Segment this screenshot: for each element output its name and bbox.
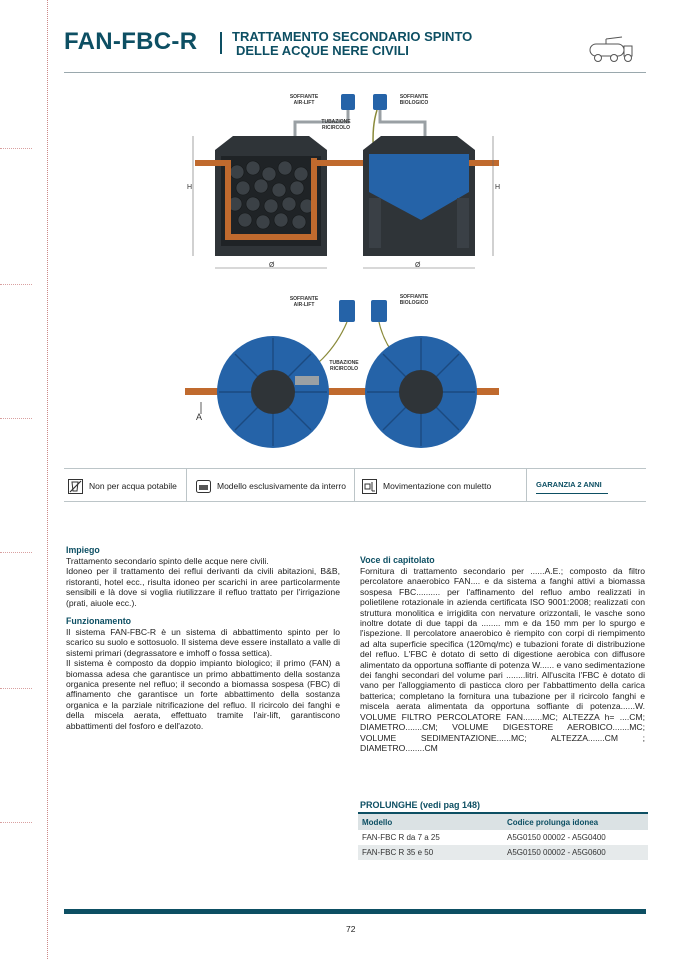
feature-divider xyxy=(354,469,355,502)
header-rule xyxy=(64,72,646,73)
section-drawing xyxy=(185,88,505,278)
prolunghe-title: PROLUNGHE (vedi pag 148) xyxy=(360,800,481,810)
table-cell: A5G0150 00002 - A5G0400 xyxy=(503,830,648,845)
feature-label: Modello esclusivamente da interro xyxy=(217,481,346,491)
funzionamento-heading: Funzionamento xyxy=(66,616,131,627)
label-soffiante-biologico: SOFFIANTE BIOLOGICO xyxy=(399,94,429,106)
section-drawing-svg xyxy=(185,88,505,278)
table-header-row xyxy=(358,813,648,830)
header-divider xyxy=(220,32,222,54)
feature-forklift xyxy=(362,477,491,495)
feature-underground xyxy=(196,477,346,495)
table-cell: A5G0150 00002 - A5G0600 xyxy=(503,845,648,860)
section-mark-a: A xyxy=(196,412,203,422)
page-margin-guide xyxy=(47,0,48,959)
funzionamento-text-1: Il sistema FAN-FBC-R è un sistema di abbattimento spinto per lo scarico su suolo e sottosuolo. Il sistema deve essere installato a valle di sistemi primari (degrassatore e imhoff o fossa settica). xyxy=(66,627,340,658)
dimension-h-left: H xyxy=(187,184,193,191)
footer-rule xyxy=(64,909,646,914)
dimension-diameter-left: Ø xyxy=(269,262,275,269)
margin-tick xyxy=(0,418,32,419)
capitolato-text: Fornitura di trattamento secondario per ......A.E.; composto da filtro percolatore anaerobico FAN.... e da sistema a fanghi attivi a biomassa sospesa FBC.......... per l'affinamento del refluo ambo realizzati in polietilene rotazionale in azienda certificata ISO 9001:2008; realizzati con struttura monolitica e irrigidita con nervature orizzontali, le vasche sono inoltre dotate di due tappi da ........ mm e da 150 mm per lo spurgo e l'ispezione. Il percolatore anaerobico è riempito con corpi di riempimento ad alta superficie specifica (120mq/mc) e tubazioni forate di distribuzione del refluo. L'FBC è dotato di setto di digestione aerobica con diffusore alimentato da opportuna soffiante di potenza W...... e vano sedimentazione dei fanghi secondari del volume pari ........litri. All'uscita l'FBC è dotato di vano per l'alloggiamento di pasticca cloro per l'abbattimento della carica batterica; completano la fornitura una tubazione per il ricircolo fanghi e miscela aerata alimentata da opportuna soffiante di potenza......W. VOLUME FILTRO PERCOLATORE FAN........MC; ALTEZZA h= ....CM; DIAMETRO.......CM; VOLUME DIGESTORE AEROBICO.......MC; VOLUME SEDIMENTAZIONE......MC; ALTEZZA.......CM ; DIAMETRO........CM xyxy=(360,566,645,753)
table-cell: FAN-FBC R 35 e 50 xyxy=(358,845,503,860)
margin-tick xyxy=(0,148,32,149)
page-number: 72 xyxy=(346,924,356,934)
label-soffiante-biologico: SOFFIANTE BIOLOGICO xyxy=(399,294,429,306)
label-tubazione-ricircolo: TUBAZIONE RICIRCOLO xyxy=(329,360,359,372)
blower-airlift-shape xyxy=(341,94,355,110)
no-drinking-water-icon xyxy=(68,479,83,494)
underground-tank-icon xyxy=(196,479,211,494)
right-column xyxy=(360,555,645,753)
blower-bio-shape xyxy=(371,300,387,322)
prolunghe-table xyxy=(358,812,648,860)
table-row xyxy=(358,830,648,845)
outlet-pipe-shape xyxy=(469,160,499,166)
table-row xyxy=(358,845,648,860)
margin-tick xyxy=(0,822,32,823)
left-column xyxy=(66,545,340,731)
label-soffiante-airlift: SOFFIANTE AIR-LIFT xyxy=(289,94,319,106)
capitolato-heading: Voce di capitolato xyxy=(360,555,435,565)
feature-label: Non per acqua potabile xyxy=(89,481,177,491)
warranty-underline xyxy=(536,493,608,494)
blower-airlift-shape xyxy=(339,300,355,322)
margin-tick xyxy=(0,688,32,689)
warranty-label: GARANZIA 2 ANNI xyxy=(536,480,602,489)
funzionamento-text-2: Il sistema è composto da doppio impianto biologico; il primo (FAN) a biomassa adesa che garantisce un primo abbattimento della sostanza organica presente nel refluo; il secondo a biomassa sospesa (FBC) di affinamento che garantisce un forte abbattimento della sostanza organica e la parziale nitrificazione del refluo. Il ricircolo dei fanghi e della miscela aerata, effettuato tramite l'air-lift, garantiscono abbattimenti del fosforo e dell'azoto. xyxy=(66,658,340,731)
margin-tick xyxy=(0,552,32,553)
margin-tick xyxy=(0,284,32,285)
column-header-codice: Codice prolunga idonea xyxy=(503,813,648,830)
feature-divider xyxy=(186,469,187,502)
connection-pipe-shape xyxy=(317,160,363,166)
feature-not-potable xyxy=(68,477,177,495)
blower-bio-shape xyxy=(373,94,387,110)
label-tubazione-ricircolo: TUBAZIONE RICIRCOLO xyxy=(321,119,351,131)
top-view-drawing xyxy=(185,290,505,452)
title-line-2: DELLE ACQUE NERE CIVILI xyxy=(236,43,409,58)
impiego-heading: Impiego xyxy=(66,545,100,555)
forklift-icon xyxy=(362,479,377,494)
feature-label: Movimentazione con muletto xyxy=(383,481,492,491)
features-bar xyxy=(64,468,646,502)
label-soffiante-airlift: SOFFIANTE AIR-LIFT xyxy=(289,296,319,308)
impiego-text: Trattamento secondario spinto delle acque nere civili. Idoneo per il trattamento dei reflui derivanti da civili abitazioni, B&B, ristoranti, hotel ecc., risulta idoneo per scarichi in aree particolarmente sensibili e là dove si voglia riutilizzare il refluo trattato per l'irrigazione (prati, aiuole ecc.). xyxy=(66,556,340,608)
page-header xyxy=(64,26,646,72)
dimension-diameter-right: Ø xyxy=(415,262,421,269)
model-name: FAN-FBC-R xyxy=(64,28,198,55)
feature-divider xyxy=(526,469,527,502)
page-title xyxy=(232,30,472,58)
table-cell: FAN-FBC R da 7 a 25 xyxy=(358,830,503,845)
truck-tank-icon xyxy=(586,34,636,64)
column-header-modello: Modello xyxy=(358,813,503,830)
dimension-h-right: H xyxy=(495,184,501,191)
title-line-1: TRATTAMENTO SECONDARIO SPINTO xyxy=(232,29,473,44)
inlet-pipe-shape xyxy=(195,160,229,166)
